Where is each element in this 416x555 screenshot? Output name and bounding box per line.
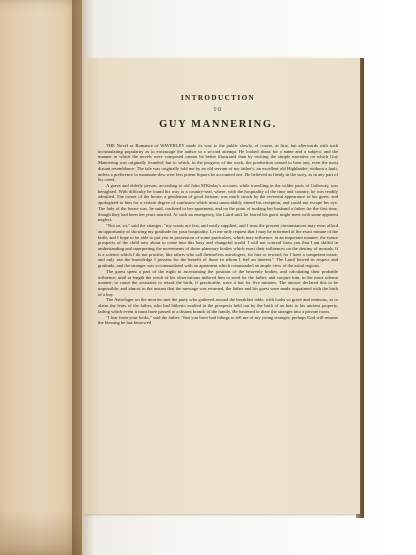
left-page xyxy=(0,0,82,555)
paragraph: The Astrologer on the morrow met the party who gathered around the breakfast table, with looks so grave and ominous, as to alarm the fears of the father, who had hitherto exulted in the prospects held out by the birth of an heir to his ancient property, failing which event it must have passed to a distant branch of the family. He hastened to draw the stranger into a private room. xyxy=(98,297,338,314)
heading-title: GUY MANNERING. xyxy=(159,119,277,130)
paragraph: The guest spent a part of the night in ascertaining the position of the heavenly bodies, and calculating their probable influence; until at length the result of his observations induced him to send for the father, and conjure him, in the most solemn manner, to cause the assistants to retard the birth, if practicable, were it but for five minutes. The answer declared this to be impossible; and almost in the instant that the message was returned, the father and his guest were made acquainted with the birth of a boy. xyxy=(98,268,338,297)
heading-introduction: INTRODUCTION xyxy=(180,94,256,102)
paragraph: "I fear from your looks," said the father, "that you have bad tidings to tell me of my young stranger; perhaps God will resume the blessing he has bestowed xyxy=(98,314,338,326)
paragraph: "Not so, sir," said the stranger; "my wants are few, and easily supplied, and I trust the present circumstances may even afford an opportunity of showing my gratitude for your hospitality. Let me only request that I may be informed of the exact minute of the birth; and I hope to be able to put you in possession of some particulars, which may influence, in an important manner, the future prospects of the child now about to come into this busy and changeful world. I will not conceal from you that I am skilful in understanding and interpreting the movements of those planetary bodies which exert their influences on the destiny of mortals. It is a science which I do not practise, like others who call themselves astrologers, for hire or reward; for I have a competent estate, and only use the knowledge I possess for the benefit of those in whom I feel an interest." The Laird bowed in respect and gratitude, and the stranger was accommodated with an apartment which commanded an ample view of the astral regions. xyxy=(98,223,338,269)
paragraph: A grave and elderly person, according to old John M'Kinlay's account, while travelling in the wilder parts of Galloway, was benighted. With difficulty he found his way to a country-seat, where, with the hospitality of the time and country, he was readily admitted. The owner of the house, a gentleman of good fortune, was much struck by the reverend appearance of his guest, and apologized to him for a certain degree of confusion which must unavoidably attend his reception, and could not escape his eye. The lady of the house was, he said, confined to her apartment, and on the point of making her husband a father for the first time, though they had been ten years married. At such an emergency, the Laird said, he feared his guest might meet with some apparent neglect. xyxy=(98,183,338,223)
right-page xyxy=(84,58,360,514)
page-content xyxy=(98,94,338,494)
left-page-edge xyxy=(0,510,82,555)
body-text xyxy=(98,143,338,326)
heading-to: TO xyxy=(213,107,223,113)
paragraph: THE Novel or Romance of WAVERLEY made its way to the public slowly, of course, at first, but afterwards with such accumulating popularity as to encourage the author to a second attempt. He looked about for a name and a subject; and the manner in which the novels were composed cannot be better illustrated than by reciting the simple narrative on which Guy Mannering was originally founded; but to which, in the progress of the work, the production ceased to bear any, even the most distant resemblance. The tale was originally told me by an old servant of my father's, an excellent old Highlander, without a fault, unless a preference to mountain-dew over less potent liquors be accounted one. He believed as firmly in the story, as in any part of his creed. xyxy=(98,143,338,183)
